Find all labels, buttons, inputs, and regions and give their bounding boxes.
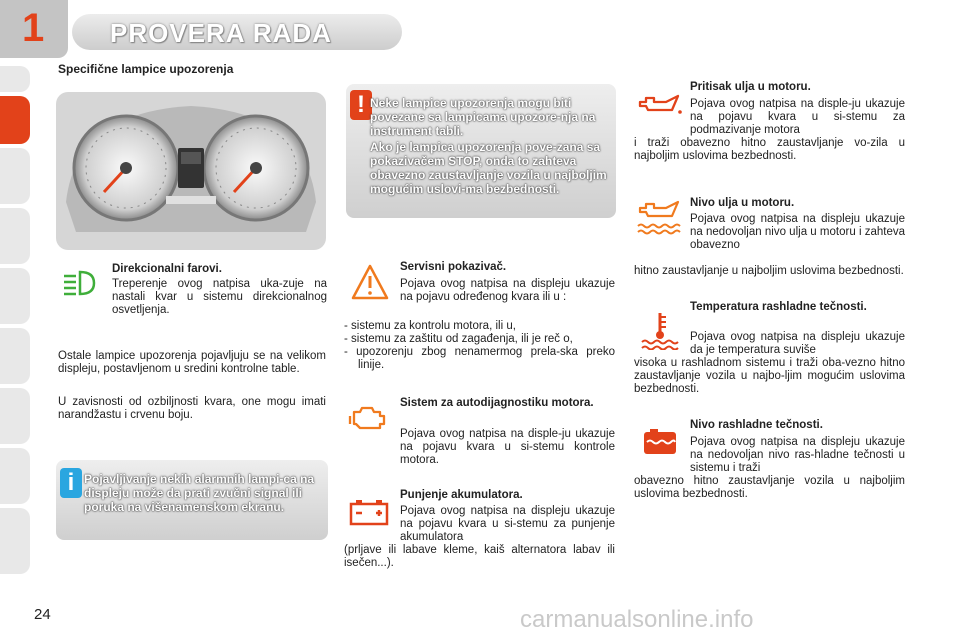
- coolant-level-text-2: obavezno hitno zaustavljanje vozila u najboljim uslovima bezbednosti.: [634, 475, 905, 500]
- coolant-temperature-text-2: visoka u rashladnom sistemu i traži oba-vezno hitno zaustavljanje vozila u najbo-ljim mogućim uslovima bezbednosti.: [634, 357, 905, 395]
- coolant-level-icon: [640, 428, 680, 463]
- oil-pressure-text-2: i traži obavezno hitno zaustavljanje vo-zila u najboljim uslovima bezbednosti.: [634, 137, 905, 162]
- side-tab[interactable]: [0, 448, 30, 504]
- oil-pressure-text-1: Pojava ovog natpisa na disple-ju ukazuje na pojavu kvara u si-stemu za podmazivanje motora: [690, 98, 905, 136]
- warning-note-text-2: Ako je lampica upozorenja pove-zana sa pokazivačem STOP, onda to zahteva obavezno zaustavljanje vozila u najboljim mogućim uslovi-ma bezbednosti.: [370, 140, 607, 196]
- list-item: - upozorenju zbog nenamermog prela-ska preko linije.: [344, 346, 615, 371]
- side-tab[interactable]: [0, 208, 30, 264]
- battery-title: Punjenje akumulatora.: [400, 489, 523, 501]
- coolant-level-text-1: Pojava ovog natpisa na displeju ukazuje na nedovoljan nivo ras-hladne tečnosti u sistemu i traži: [690, 436, 905, 474]
- headlights-text: Treperenje ovog natpisa uka-zuje na nastali kvar u sistemu direkcionalnog osvetljenja.: [112, 278, 327, 316]
- watermark: carmanualsonline.info: [520, 606, 754, 633]
- battery-text-1: Pojava ovog natpisa na displeju ukazuje na pojavu kvara u si-stemu za punjenje akumulatora: [400, 505, 615, 543]
- service-title: Servisni pokazivač.: [400, 261, 507, 273]
- coolant-temperature-title: Temperatura rashladne tečnosti.: [690, 301, 867, 313]
- side-tab-active[interactable]: [0, 96, 30, 144]
- battery-icon: [348, 498, 390, 531]
- oil-level-text-1: Pojava ovog natpisa na displeju ukazuje na nedovoljan nivo ulja u motoru i zahteva obavezno: [690, 213, 905, 251]
- info-note: [56, 460, 328, 540]
- side-tab[interactable]: [0, 268, 30, 324]
- battery-text-2: (prljave ili labave kleme, kaiš alternatora labav ili isečen...).: [344, 544, 615, 569]
- list-item: - sistemu za kontrolu motora, ili u,: [344, 320, 516, 332]
- warning-triangle-icon: [350, 262, 390, 307]
- service-list: [344, 320, 615, 372]
- info-note-text: Pojavljivanje nekih alarmnih lampi-ca na displeju može da prati zvučni signal ili poruka na višenamenskom ekranu.: [84, 472, 315, 514]
- other-lamps-paragraph-2: U zavisnosti od ozbiljnosti kvara, one mogu imati narandžastu i crvenu boju.: [58, 396, 326, 421]
- diagnostics-text: Pojava ovog natpisa na disple-ju ukazuje na pojavu kvara u si-stemu kontrole motora.: [400, 428, 615, 466]
- page-number: 24: [34, 606, 51, 623]
- oil-level-title: Nivo ulja u motoru.: [690, 197, 795, 209]
- side-tab[interactable]: [0, 388, 30, 444]
- info-icon: i: [60, 468, 82, 498]
- coolant-level-title: Nivo rashladne tečnosti.: [690, 419, 823, 431]
- coolant-temperature-icon: [640, 310, 680, 355]
- side-tab[interactable]: [0, 328, 30, 384]
- oil-pressure-title: Pritisak ulja u motoru.: [690, 81, 811, 93]
- page-title: PROVERA RADA: [110, 18, 332, 48]
- section-title: Specifične lampice upozorenja: [58, 62, 234, 76]
- chapter-number: 1: [22, 6, 45, 50]
- side-tab[interactable]: [0, 508, 30, 574]
- warning-note: [346, 84, 616, 218]
- headlights-title: Direkcionalni farovi.: [112, 263, 222, 275]
- side-tab[interactable]: [0, 148, 30, 204]
- oil-level-icon: [636, 200, 684, 241]
- service-text: Pojava ovog natpisa na displeju ukazuje na pojavu određenog kvara ili u :: [400, 278, 615, 303]
- warning-note-text-1: Neke lampice upozorenja mogu biti povezane sa lampicama upozore-nja na instrument tabli.: [370, 96, 596, 138]
- diagnostics-title: Sistem za autodijagnostiku motora.: [400, 397, 594, 409]
- oil-can-icon: [636, 92, 684, 123]
- headlight-icon: [60, 268, 100, 303]
- oil-level-text-2: hitno zaustavljanje u najboljim uslovima bezbednosti.: [634, 265, 904, 277]
- list-item: - sistemu za zaštitu od zagađenja, ili je reč o,: [344, 333, 573, 345]
- side-tab[interactable]: [0, 66, 30, 92]
- exclamation-icon: !: [350, 90, 372, 120]
- engine-icon: [348, 402, 388, 437]
- other-lamps-paragraph-1: Ostale lampice upozorenja pojavljuju se na velikom displeju, postavljenom u sredini kontrolne table.: [58, 350, 326, 375]
- coolant-temperature-text-1: Pojava ovog natpisa na displeju ukazuje da je temperatura suviše: [690, 331, 905, 356]
- instrument-cluster-image: [56, 92, 326, 250]
